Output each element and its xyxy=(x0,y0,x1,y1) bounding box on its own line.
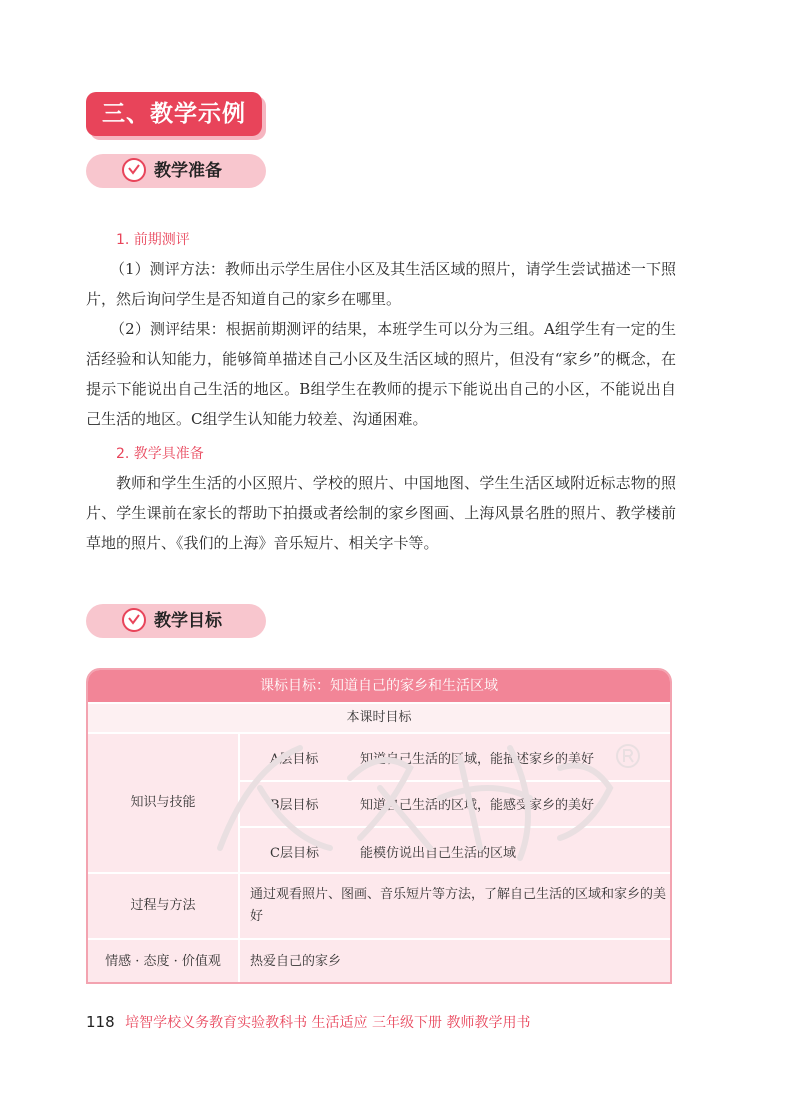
banner-label: 教学目标 xyxy=(154,611,222,631)
banner-teaching-prep xyxy=(86,154,266,188)
page-number: 118 xyxy=(86,1013,115,1031)
emotion-text: 热爱自己的家乡 xyxy=(250,954,342,969)
table-subheader: 本课时目标 xyxy=(346,710,412,725)
table-row-knowledge xyxy=(88,732,670,872)
level-label: B层目标 xyxy=(270,798,319,813)
heading-materials: 2. 教学具准备 xyxy=(116,446,204,462)
table-subheader-row xyxy=(88,702,670,732)
check-badge-icon xyxy=(122,158,146,182)
paragraph-method: （1）测评方法：教师出示学生居住小区及其生活区域的照片，请学生尝试描述一下照片，然后询问学生是否知道自己的家乡在哪里。 xyxy=(86,260,676,308)
book-title: 培智学校义务教育实验教科书 生活适应 三年级下册 教师教学用书 xyxy=(125,1015,531,1031)
category-process: 过程与方法 xyxy=(130,898,196,913)
page-footer xyxy=(86,1012,530,1032)
level-text: 能模仿说出自己生活的区域 xyxy=(360,846,517,861)
level-label: C层目标 xyxy=(270,846,319,861)
table-row-emotion xyxy=(88,938,670,984)
category-emotion: 情感 · 态度 · 价值观 xyxy=(105,954,221,969)
level-label: A层目标 xyxy=(270,752,319,767)
paragraph-result: （2）测评结果：根据前期测评的结果，本班学生可以分为三组。A组学生有一定的生活经验和认知能力，能够简单描述自己小区及生活区域的照片，但没有“家乡”的概念，在提示下能说出自己生活的地区。B组学生在教师的提示下能说出自己的小区，不能说出自己生活的地区。C组学生认知能力较差、沟通困难。 xyxy=(86,320,676,428)
banner-label: 教学准备 xyxy=(154,161,222,181)
paragraph-materials: 教师和学生生活的小区照片、学校的照片、中国地图、学生生活区域附近标志物的照片、学生课前在家长的帮助下拍摄或者绘制的家乡图画、上海风景名胜的照片、教学楼前草地的照片、《我们的上海》音乐短片、相关字卡等。 xyxy=(86,474,676,552)
level-text: 知道自己生活的区域，能感受家乡的美好 xyxy=(360,798,595,813)
check-badge-icon xyxy=(122,608,146,632)
table-row-process xyxy=(88,872,670,938)
level-row xyxy=(240,780,672,826)
goals-table xyxy=(86,668,672,984)
category-knowledge: 知识与技能 xyxy=(130,795,196,810)
section-title: 三、教学示例 xyxy=(86,92,262,136)
process-text: 通过观看照片、图画、音乐短片等方法，了解自己生活的区域和家乡的美好 xyxy=(250,887,667,924)
table-header: 课标目标：知道自己的家乡和生活区域 xyxy=(88,670,670,702)
level-text: 知道自己生活的区域，能描述家乡的美好 xyxy=(360,752,595,767)
level-row xyxy=(240,826,672,874)
heading-pre-assessment: 1. 前期测评 xyxy=(116,232,190,248)
banner-teaching-goals xyxy=(86,604,266,638)
level-row xyxy=(240,734,672,780)
